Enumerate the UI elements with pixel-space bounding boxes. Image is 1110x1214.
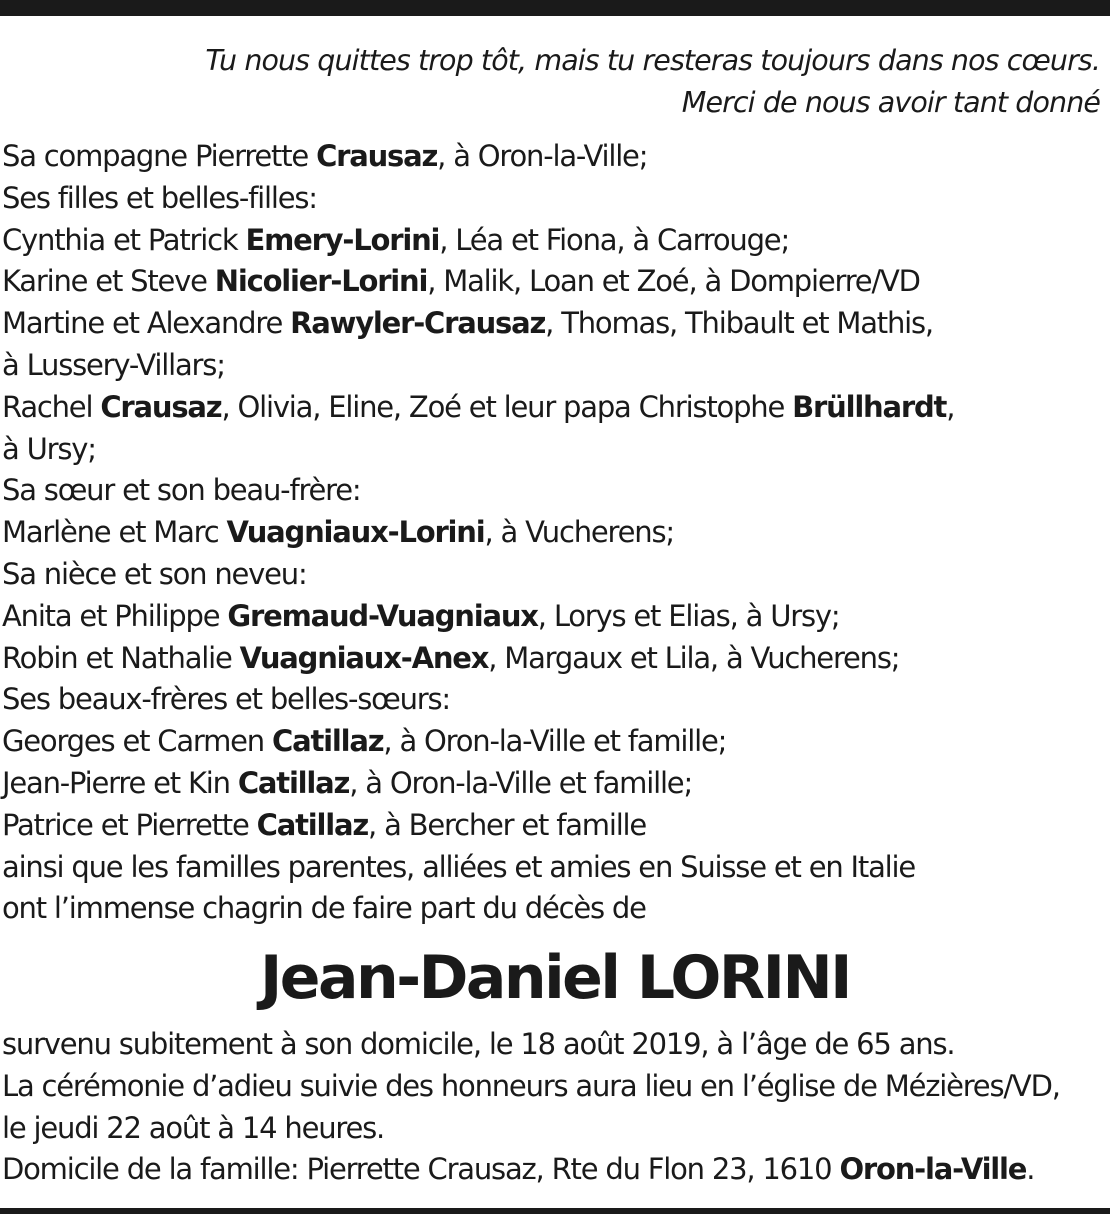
epitaph-line-1: Tu nous quittes trop tôt, mais tu resteras toujours dans nos cœurs.: [205, 44, 1100, 77]
mourner-line: [2, 596, 1108, 638]
line-text: , à Oron-la-Ville et famille;: [383, 724, 727, 759]
mourner-line: [2, 261, 1108, 303]
line-text: La cérémonie d’adieu suivie des honneurs aura lieu en l’église de Mézières/VD,: [2, 1068, 1060, 1103]
mourner-line: [2, 136, 1108, 178]
line-text: Ses beaux-frères et belles-sœurs:: [2, 682, 450, 717]
line-text: Cynthia et Patrick: [2, 222, 246, 257]
line-text: à Ursy;: [2, 431, 96, 466]
mourner-line: [2, 303, 1108, 345]
family-name: Brüllhardt: [792, 389, 947, 424]
line-text: Patrice et Pierrette: [2, 807, 257, 842]
line-text: Georges et Carmen: [2, 724, 273, 759]
line-text: , à Oron-la-Ville;: [437, 139, 648, 173]
line-text: Robin et Nathalie: [2, 640, 240, 675]
mourner-line: [2, 763, 1108, 805]
line-text: Domicile de la famille: Pierrette Crausaz, Rte du Flon 23, 1610: [2, 1152, 840, 1187]
family-name: Rawyler-Crausaz: [290, 306, 546, 341]
deceased-name: Jean-Daniel LORINI: [259, 943, 850, 1013]
line-text: , Malik, Loan et Zoé, à Dompierre/VD: [427, 264, 920, 299]
family-name: Oron-la-Ville: [839, 1152, 1027, 1187]
line-text: , Léa et Fiona, à Carrouge;: [439, 222, 790, 257]
line-text: , Lorys et Elias, à Ursy;: [537, 598, 840, 633]
mourner-line: [2, 554, 1108, 596]
top-border-rule: [0, 0, 1110, 16]
mourner-line: [2, 512, 1108, 554]
mourner-line: [2, 679, 1108, 721]
mourner-line: [2, 178, 1108, 220]
family-name: Emery-Lorini: [245, 222, 440, 257]
mourner-line: [2, 638, 1108, 680]
line-text: Rachel: [2, 389, 101, 424]
line-text: le jeudi 22 août à 14 heures.: [2, 1110, 385, 1145]
mourner-line: [2, 220, 1108, 262]
line-text: , à Bercher et famille: [368, 807, 647, 842]
detail-line: [2, 1108, 1108, 1150]
mourner-line: [2, 470, 1108, 512]
family-name: Vuagniaux-Lorini: [226, 515, 485, 550]
family-name: Catillaz: [272, 724, 384, 759]
line-text: , Margaux et Lila, à Vucherens;: [488, 640, 900, 675]
family-name: Crausaz: [316, 139, 438, 173]
family-name: Gremaud-Vuagniaux: [227, 598, 538, 633]
bottom-border-rule: [0, 1208, 1110, 1214]
family-name: Nicolier-Lorini: [214, 264, 428, 299]
mourner-line: [2, 805, 1108, 847]
mourner-line: [2, 888, 1108, 930]
line-text: ont l’immense chagrin de faire part du décès de: [2, 891, 646, 926]
line-text: Marlène et Marc: [2, 515, 227, 550]
line-text: ainsi que les familles parentes, alliées et amies en Suisse et en Italie: [2, 849, 915, 884]
line-text: Karine et Steve: [2, 264, 215, 299]
family-name: Catillaz: [256, 807, 369, 842]
funeral-details: [2, 1024, 1108, 1191]
line-text: Jean-Pierre et Kin: [2, 765, 238, 800]
detail-line: [2, 1024, 1108, 1066]
line-text: Sa nièce et son neveu:: [2, 556, 307, 591]
line-text: survenu subitement à son domicile, le 18 août 2019, à l’âge de 65 ans.: [2, 1027, 955, 1061]
line-text: Martine et Alexandre: [2, 306, 291, 341]
line-text: Anita et Philippe: [2, 598, 228, 633]
line-text: Sa sœur et son beau-frère:: [2, 473, 361, 508]
detail-line: [2, 1149, 1108, 1191]
epitaph-line-2: Merci de nous avoir tant donné: [681, 86, 1100, 119]
line-text: , Olivia, Eline, Zoé et leur papa Christophe: [221, 389, 793, 424]
line-text: , à Oron-la-Ville et famille;: [349, 765, 693, 800]
detail-line: [2, 1066, 1108, 1108]
family-name: Vuagniaux-Anex: [239, 640, 489, 675]
epitaph-quote: [205, 40, 1100, 124]
mourner-line: [2, 429, 1108, 471]
line-text: , à Vucherens;: [484, 515, 674, 550]
mourner-line: [2, 345, 1108, 387]
line-text: ,: [946, 389, 955, 424]
line-text: à Lussery-Villars;: [2, 347, 225, 382]
family-name: Catillaz: [237, 765, 350, 800]
mourner-line: [2, 721, 1108, 763]
line-text: .: [1026, 1152, 1035, 1187]
line-text: Sa compagne Pierrette: [2, 139, 317, 173]
mourners-list: [2, 136, 1108, 930]
mourner-line: [2, 387, 1108, 429]
line-text: , Thomas, Thibault et Mathis,: [545, 306, 933, 341]
line-text: Ses filles et belles-filles:: [2, 180, 317, 215]
mourner-line: [2, 847, 1108, 889]
family-name: Crausaz: [100, 389, 222, 424]
